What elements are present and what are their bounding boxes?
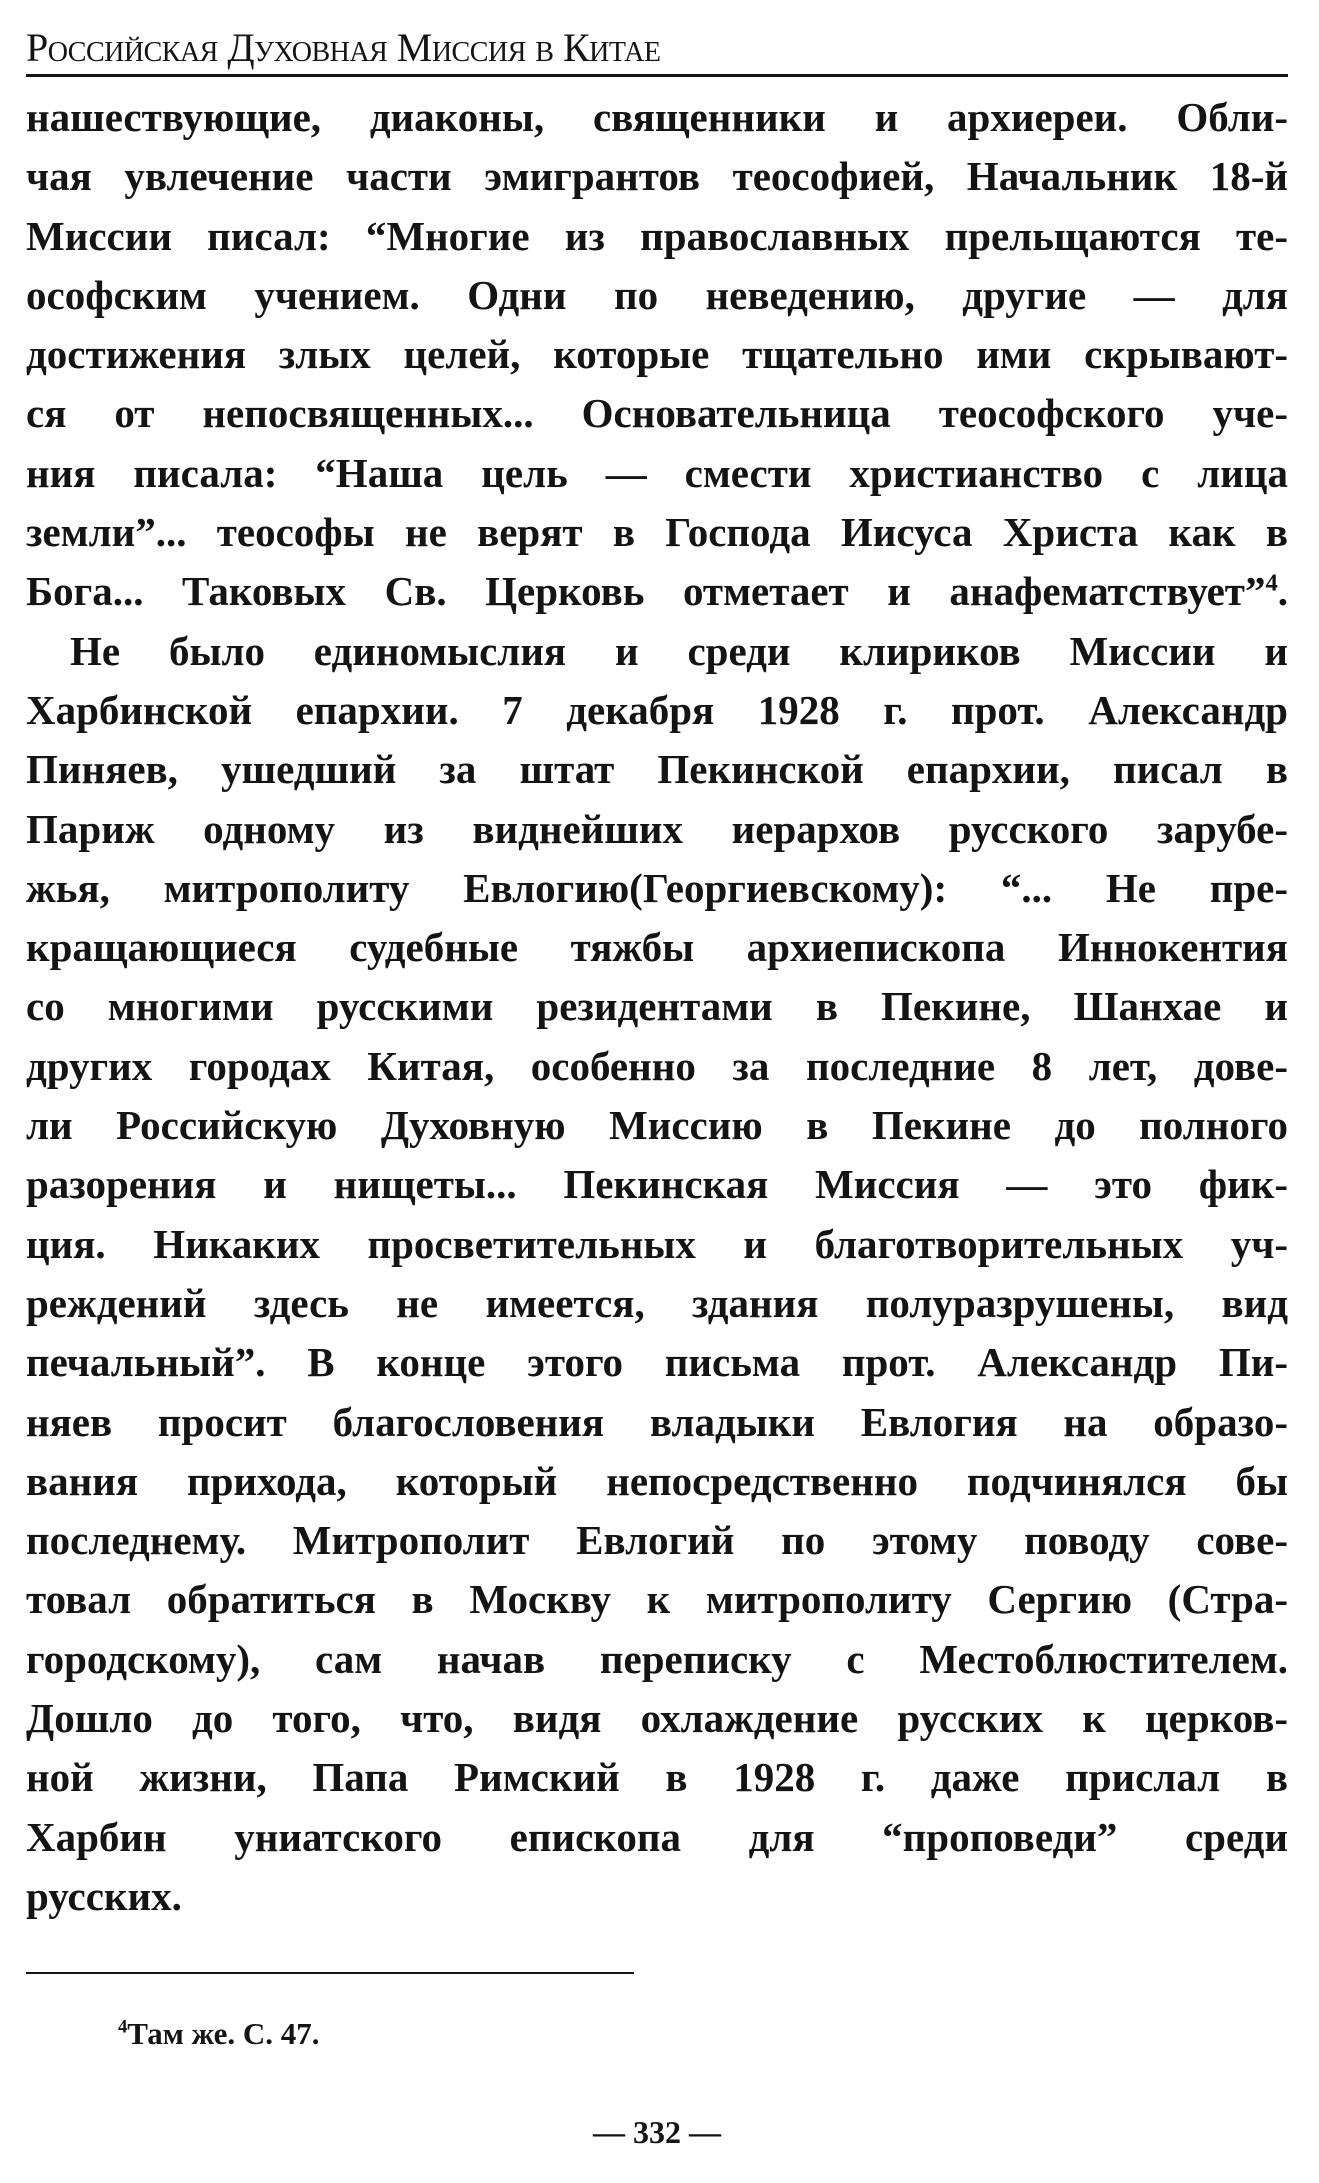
book-page bbox=[26, 0, 1288, 2183]
text-line: со многими русскими резидентами в Пекине, Шанхае и bbox=[26, 983, 1288, 1030]
footnote-marker: 4 bbox=[118, 2016, 128, 2038]
text-line: товал обратиться в Москву к митрополиту Сергию (Стра- bbox=[26, 1576, 1288, 1623]
text-line: Не было единомыслия и среди клириков Миссии и bbox=[70, 627, 1288, 674]
text-line: Дошло до того, что, видя охлаждение русских к церков- bbox=[26, 1695, 1288, 1742]
text-line: земли”... теософы не верят в Господа Иисуса Христа как в bbox=[26, 509, 1288, 556]
text-line: кращающиеся судебные тяжбы архиепископа Иннокентия bbox=[26, 924, 1288, 971]
text-line: других городах Китая, особенно за последние 8 лет, дове- bbox=[26, 1042, 1288, 1089]
text-line: ся от непосвященных... Основательница теософского уче- bbox=[26, 390, 1288, 437]
text-line-end: . bbox=[1277, 568, 1288, 615]
text-line: нашествующие, диаконы, священники и архиереи. Обли- bbox=[26, 94, 1288, 140]
text-line: жья, митрополиту Евлогию(Георгиевскому): “... Не пре- bbox=[26, 864, 1288, 911]
text-line: Харбинской епархии. 7 декабря 1928 г. прот. Александр bbox=[26, 686, 1288, 733]
page-number: — 332 — bbox=[593, 2114, 721, 2150]
text-line: Миссии писал: “Многие из православных прельщаются те- bbox=[26, 212, 1288, 259]
text-line: ния писала: “Наша цель — смести христианство с лица bbox=[26, 449, 1288, 496]
text-line: последнему. Митрополит Евлогий по этому поводу сове- bbox=[26, 1517, 1288, 1564]
text-line: ной жизни, Папа Римский в 1928 г. даже прислал в bbox=[26, 1754, 1288, 1801]
text-line: вания прихода, который непосредственно подчинялся бы bbox=[26, 1457, 1288, 1504]
text-line: городскому), сам начав переписку с Местоблюстителем. bbox=[26, 1635, 1288, 1682]
footnote-text: Там же. С. 47. bbox=[127, 2016, 320, 2051]
text-line: чая увлечение части эмигрантов теософией, Начальник 18-й bbox=[26, 153, 1288, 200]
text-line: ция. Никаких просветительных и благотворительных уч- bbox=[26, 1220, 1288, 1267]
text-line-content: Бога... Таковых Св. Церковь отметает и анафематствует” bbox=[26, 568, 1266, 615]
text-line: няев просит благословения владыки Евлогия на образо- bbox=[26, 1398, 1288, 1445]
text-line: реждений здесь не имеется, здания полуразрушены, вид bbox=[26, 1279, 1288, 1326]
footnote-rule bbox=[26, 1972, 634, 1974]
footnote-reference: 4 bbox=[1265, 569, 1278, 597]
text-line: Пиняев, ушедший за штат Пекинской епархии, писал в bbox=[26, 746, 1288, 793]
running-head: Российская Духовная Миссия в Китае bbox=[26, 25, 661, 70]
body-text bbox=[26, 88, 1288, 1926]
text-line: Париж одному из виднейших иерархов русского зарубе- bbox=[26, 805, 1288, 852]
footnote bbox=[118, 2014, 320, 2054]
text-line: Харбин униатского епископа для “проповеди” среди bbox=[26, 1813, 1288, 1860]
text-line: разорения и нищеты... Пекинская Миссия — это фик- bbox=[26, 1161, 1288, 1208]
text-line bbox=[26, 562, 1288, 621]
text-line: достижения злых целей, которые тщательно ими скрывают- bbox=[26, 331, 1288, 378]
text-line: ософским учением. Одни по неведению, другие — для bbox=[26, 271, 1288, 318]
header-rule bbox=[26, 74, 1288, 77]
text-line: ли Российскую Духовную Миссию в Пекине до полного bbox=[26, 1102, 1288, 1149]
text-line: печальный”. В конце этого письма прот. Александр Пи- bbox=[26, 1339, 1288, 1386]
text-line: русских. bbox=[26, 1872, 182, 1919]
